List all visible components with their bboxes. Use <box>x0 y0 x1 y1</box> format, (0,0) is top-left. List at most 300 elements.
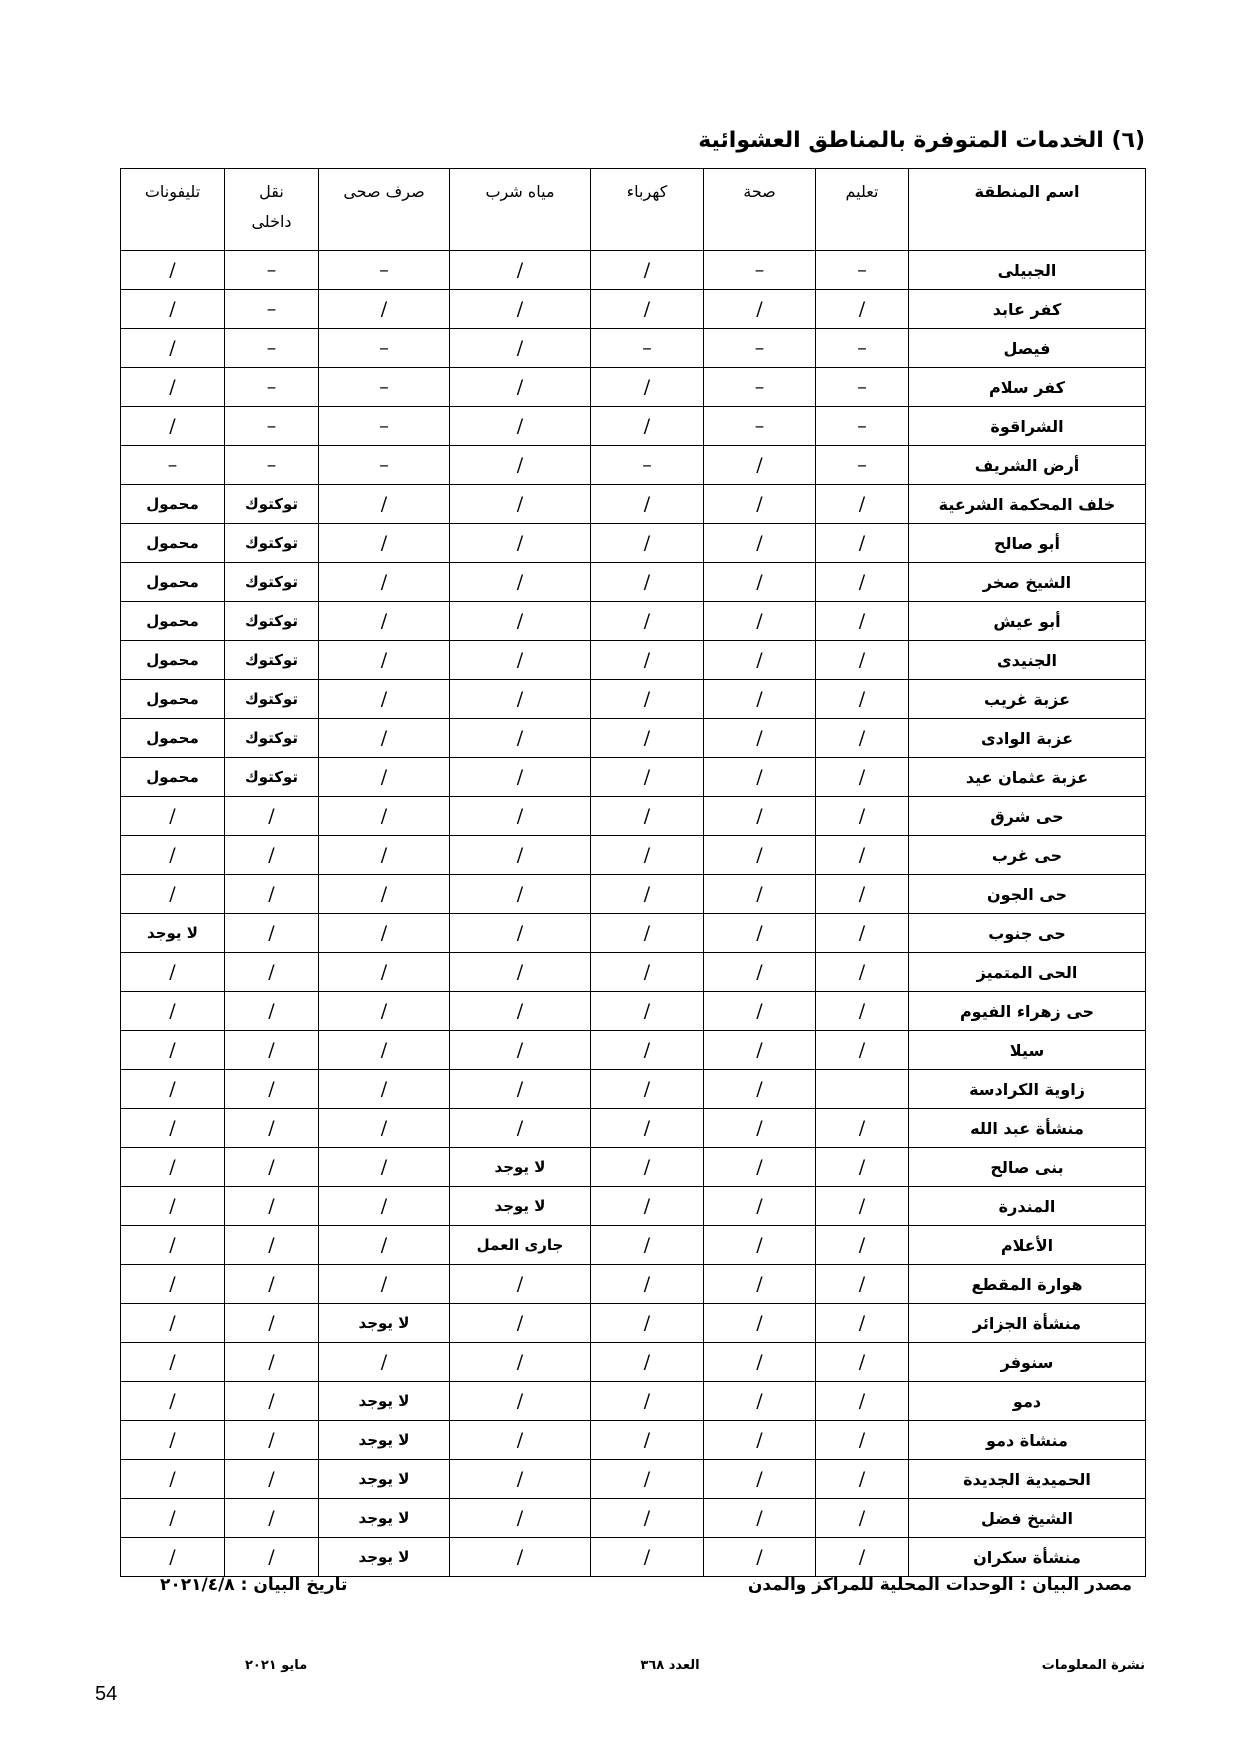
service-cell: / <box>591 719 704 758</box>
service-cell: / <box>450 641 591 680</box>
region-name-cell: دمو <box>909 1382 1146 1421</box>
service-cell: / <box>704 836 816 875</box>
service-cell: / <box>450 485 591 524</box>
service-cell: / <box>121 1031 225 1070</box>
service-cell: / <box>591 524 704 563</box>
service-cell: / <box>816 797 909 836</box>
service-cell: – <box>319 251 450 290</box>
region-name-cell: منشأة عبد الله <box>909 1109 1146 1148</box>
service-cell: / <box>121 1538 225 1577</box>
service-cell: / <box>591 641 704 680</box>
table-row <box>121 290 1146 329</box>
service-cell: / <box>121 407 225 446</box>
service-cell: / <box>704 1226 816 1265</box>
service-cell: / <box>816 758 909 797</box>
service-cell: / <box>591 563 704 602</box>
service-cell: / <box>591 1070 704 1109</box>
service-cell: / <box>591 1031 704 1070</box>
service-cell: / <box>225 953 319 992</box>
service-cell: / <box>225 1421 319 1460</box>
region-name-cell: بنى صالح <box>909 1148 1146 1187</box>
service-cell: / <box>319 719 450 758</box>
service-cell: / <box>816 1538 909 1577</box>
service-cell: / <box>225 1187 319 1226</box>
service-cell: / <box>121 875 225 914</box>
service-cell: / <box>591 407 704 446</box>
table-row <box>121 602 1146 641</box>
service-cell: / <box>450 1031 591 1070</box>
service-cell: / <box>319 1226 450 1265</box>
service-cell: / <box>225 914 319 953</box>
table-row <box>121 251 1146 290</box>
service-cell: / <box>704 485 816 524</box>
region-name-cell: عزبة الوادى <box>909 719 1146 758</box>
service-cell: / <box>450 1109 591 1148</box>
service-cell: / <box>816 953 909 992</box>
service-cell: / <box>319 1187 450 1226</box>
service-cell: / <box>319 875 450 914</box>
region-name-cell: الأعلام <box>909 1226 1146 1265</box>
region-name-cell: المندرة <box>909 1187 1146 1226</box>
service-cell: / <box>121 368 225 407</box>
service-cell: – <box>319 329 450 368</box>
service-cell: / <box>121 1226 225 1265</box>
service-cell: / <box>450 251 591 290</box>
service-cell: / <box>225 1226 319 1265</box>
service-cell: جارى العمل <box>450 1226 591 1265</box>
service-cell: / <box>225 1070 319 1109</box>
service-cell: / <box>450 368 591 407</box>
service-cell: / <box>319 680 450 719</box>
service-cell: / <box>225 1265 319 1304</box>
service-cell: / <box>704 1265 816 1304</box>
service-cell: محمول <box>121 485 225 524</box>
service-cell: / <box>591 875 704 914</box>
region-name-cell: حى غرب <box>909 836 1146 875</box>
region-name-cell: الشيخ فضل <box>909 1499 1146 1538</box>
region-name-cell: عزبة غريب <box>909 680 1146 719</box>
service-cell: / <box>121 329 225 368</box>
column-header: صرف صحى <box>319 169 450 251</box>
service-cell: / <box>591 1109 704 1148</box>
service-cell: / <box>225 1148 319 1187</box>
table-row <box>121 1460 1146 1499</box>
service-cell: / <box>591 1265 704 1304</box>
header-row <box>121 169 1146 251</box>
table-row <box>121 1031 1146 1070</box>
service-cell: / <box>704 290 816 329</box>
table-row <box>121 836 1146 875</box>
service-cell: / <box>121 992 225 1031</box>
service-cell: / <box>704 641 816 680</box>
service-cell: / <box>704 1187 816 1226</box>
region-name-cell: كفر عابد <box>909 290 1146 329</box>
service-cell: / <box>450 875 591 914</box>
service-cell: / <box>225 1343 319 1382</box>
service-cell: / <box>450 953 591 992</box>
service-cell: – <box>225 251 319 290</box>
service-cell: – <box>816 329 909 368</box>
service-cell: / <box>319 602 450 641</box>
service-cell: / <box>816 563 909 602</box>
service-cell: / <box>450 329 591 368</box>
service-cell: محمول <box>121 563 225 602</box>
service-cell: / <box>450 680 591 719</box>
service-cell: / <box>591 1343 704 1382</box>
service-cell: / <box>225 992 319 1031</box>
service-cell: / <box>704 1499 816 1538</box>
service-cell: – <box>225 290 319 329</box>
service-cell: / <box>225 875 319 914</box>
service-cell: / <box>816 1499 909 1538</box>
service-cell: محمول <box>121 758 225 797</box>
column-header: تعليم <box>816 169 909 251</box>
service-cell: – <box>591 446 704 485</box>
service-cell: / <box>591 797 704 836</box>
service-cell: / <box>704 953 816 992</box>
service-cell: / <box>319 1109 450 1148</box>
service-cell: / <box>591 290 704 329</box>
service-cell: / <box>816 1421 909 1460</box>
table-row <box>121 875 1146 914</box>
service-cell: / <box>450 836 591 875</box>
region-name-cell: الشيخ صخر <box>909 563 1146 602</box>
table-row <box>121 1187 1146 1226</box>
service-cell: / <box>591 836 704 875</box>
service-cell: / <box>225 1031 319 1070</box>
service-cell: / <box>225 1460 319 1499</box>
service-cell: / <box>591 602 704 641</box>
table-row <box>121 1382 1146 1421</box>
service-cell: توكتوك <box>225 680 319 719</box>
service-cell: / <box>591 1382 704 1421</box>
table-row <box>121 524 1146 563</box>
service-cell: / <box>450 1304 591 1343</box>
service-cell: / <box>591 1187 704 1226</box>
service-cell: / <box>704 1304 816 1343</box>
service-cell: / <box>225 1538 319 1577</box>
footer-month: مايو ٢٠٢١ <box>245 1658 308 1673</box>
service-cell: / <box>816 485 909 524</box>
service-cell: / <box>704 680 816 719</box>
service-cell: – <box>591 329 704 368</box>
service-cell: / <box>816 524 909 563</box>
service-cell: / <box>121 953 225 992</box>
service-cell: / <box>319 1031 450 1070</box>
service-cell: / <box>450 1460 591 1499</box>
service-cell: لا يوجد <box>319 1460 450 1499</box>
service-cell: / <box>121 1187 225 1226</box>
region-name-cell: سيلا <box>909 1031 1146 1070</box>
service-cell: / <box>704 446 816 485</box>
service-cell: – <box>319 407 450 446</box>
service-cell: / <box>591 953 704 992</box>
service-cell: / <box>704 1148 816 1187</box>
table-row <box>121 329 1146 368</box>
service-cell: / <box>319 563 450 602</box>
service-cell: / <box>704 719 816 758</box>
service-cell: / <box>319 953 450 992</box>
column-header: كهرباء <box>591 169 704 251</box>
table-row <box>121 1265 1146 1304</box>
region-name-cell: حى شرق <box>909 797 1146 836</box>
table-row <box>121 680 1146 719</box>
services-table <box>120 168 1146 1577</box>
region-name-cell: الشراقوة <box>909 407 1146 446</box>
service-cell: / <box>121 1460 225 1499</box>
service-cell: / <box>450 290 591 329</box>
service-cell: – <box>816 251 909 290</box>
service-cell: محمول <box>121 680 225 719</box>
service-cell: توكتوك <box>225 719 319 758</box>
service-cell: / <box>591 914 704 953</box>
service-cell: لا يوجد <box>450 1187 591 1226</box>
table-body <box>121 251 1146 1577</box>
service-cell <box>816 1070 909 1109</box>
service-cell: / <box>816 1187 909 1226</box>
region-name-cell: أبو صالح <box>909 524 1146 563</box>
service-cell: / <box>319 992 450 1031</box>
service-cell: / <box>591 758 704 797</box>
service-cell: توكتوك <box>225 485 319 524</box>
region-name-cell: منشأة سكران <box>909 1538 1146 1577</box>
service-cell: لا يوجد <box>319 1499 450 1538</box>
service-cell: / <box>225 1382 319 1421</box>
service-cell: / <box>704 992 816 1031</box>
region-name-cell: هوارة المقطع <box>909 1265 1146 1304</box>
page-title: (٦) الخدمات المتوفرة بالمناطق العشوائية <box>698 128 1145 153</box>
service-cell: – <box>319 446 450 485</box>
service-cell: توكتوك <box>225 641 319 680</box>
service-cell: – <box>816 368 909 407</box>
region-name-cell: أبو عيش <box>909 602 1146 641</box>
region-name-cell: خلف المحكمة الشرعية <box>909 485 1146 524</box>
table-row <box>121 1109 1146 1148</box>
region-name-cell: منشأة الجزائر <box>909 1304 1146 1343</box>
service-cell: / <box>704 563 816 602</box>
table-row <box>121 485 1146 524</box>
service-cell: / <box>591 992 704 1031</box>
service-cell: / <box>704 1109 816 1148</box>
service-cell: / <box>450 524 591 563</box>
region-name-cell: عزبة عثمان عيد <box>909 758 1146 797</box>
service-cell: – <box>225 407 319 446</box>
service-cell: توكتوك <box>225 758 319 797</box>
service-cell: / <box>121 1343 225 1382</box>
service-cell: / <box>816 641 909 680</box>
service-cell: / <box>816 875 909 914</box>
table-row <box>121 758 1146 797</box>
region-name-cell: زاوية الكرادسة <box>909 1070 1146 1109</box>
service-cell: / <box>816 1265 909 1304</box>
service-cell: / <box>704 1460 816 1499</box>
footer-publication: نشرة المعلومات <box>1041 1658 1145 1673</box>
service-cell: / <box>225 1109 319 1148</box>
service-cell: محمول <box>121 641 225 680</box>
service-cell: / <box>319 1343 450 1382</box>
service-cell: – <box>225 446 319 485</box>
table-row <box>121 1070 1146 1109</box>
table-row <box>121 368 1146 407</box>
table-row <box>121 641 1146 680</box>
service-cell: / <box>816 680 909 719</box>
service-cell: / <box>704 524 816 563</box>
service-cell: / <box>121 836 225 875</box>
service-cell: / <box>450 602 591 641</box>
service-cell: لا يوجد <box>319 1421 450 1460</box>
service-cell: / <box>225 797 319 836</box>
table-row <box>121 914 1146 953</box>
service-cell: / <box>450 758 591 797</box>
service-cell: / <box>816 1460 909 1499</box>
service-cell: / <box>319 290 450 329</box>
service-cell: توكتوك <box>225 563 319 602</box>
region-name-cell: حى زهراء الفيوم <box>909 992 1146 1031</box>
service-cell: / <box>121 1148 225 1187</box>
column-header: صحة <box>704 169 816 251</box>
service-cell: محمول <box>121 602 225 641</box>
service-cell: / <box>591 1304 704 1343</box>
service-cell: / <box>319 758 450 797</box>
service-cell: / <box>450 797 591 836</box>
service-cell: / <box>591 1460 704 1499</box>
table-row <box>121 1304 1146 1343</box>
table-row <box>121 1148 1146 1187</box>
service-cell: / <box>704 1421 816 1460</box>
service-cell: / <box>816 1382 909 1421</box>
service-cell: / <box>816 1031 909 1070</box>
service-cell: / <box>450 1499 591 1538</box>
service-cell: / <box>816 992 909 1031</box>
service-cell: لا يوجد <box>450 1148 591 1187</box>
service-cell: / <box>816 1148 909 1187</box>
service-cell: / <box>450 446 591 485</box>
region-name-cell: الجنيدى <box>909 641 1146 680</box>
service-cell: / <box>816 602 909 641</box>
page-number: 54 <box>95 1683 118 1705</box>
service-cell: / <box>450 992 591 1031</box>
region-name-cell: منشاة دمو <box>909 1421 1146 1460</box>
service-cell: / <box>816 1226 909 1265</box>
service-cell: – <box>704 251 816 290</box>
service-cell: – <box>704 407 816 446</box>
service-cell: / <box>704 602 816 641</box>
column-header: تليفونات <box>121 169 225 251</box>
service-cell: / <box>121 1109 225 1148</box>
service-cell: / <box>225 1304 319 1343</box>
service-cell: / <box>450 1382 591 1421</box>
service-cell: لا يوجد <box>121 914 225 953</box>
service-cell: / <box>121 1304 225 1343</box>
service-cell: – <box>319 368 450 407</box>
service-cell: / <box>319 524 450 563</box>
column-header: مياه شرب <box>450 169 591 251</box>
service-cell: / <box>121 1070 225 1109</box>
region-name-cell: كفر سلام <box>909 368 1146 407</box>
service-cell: محمول <box>121 719 225 758</box>
region-name-cell: حى الجون <box>909 875 1146 914</box>
service-cell: / <box>816 1343 909 1382</box>
service-cell: / <box>591 1148 704 1187</box>
service-cell: / <box>319 797 450 836</box>
service-cell: / <box>450 1070 591 1109</box>
column-header: اسم المنطقة <box>909 169 1146 251</box>
table-row <box>121 1499 1146 1538</box>
service-cell: / <box>591 1499 704 1538</box>
table-row <box>121 1343 1146 1382</box>
service-cell: – <box>121 446 225 485</box>
service-cell: / <box>591 368 704 407</box>
service-cell: / <box>704 1538 816 1577</box>
service-cell: – <box>225 329 319 368</box>
service-cell: – <box>704 368 816 407</box>
service-cell: / <box>225 1499 319 1538</box>
service-cell: / <box>450 407 591 446</box>
table-row <box>121 407 1146 446</box>
service-cell: / <box>704 1070 816 1109</box>
table-row <box>121 563 1146 602</box>
footer-issue: العدد ٣٦٨ <box>640 1658 700 1673</box>
service-cell: / <box>121 1421 225 1460</box>
service-cell: / <box>319 1265 450 1304</box>
data-source: مصدر البيان : الوحدات المحلية للمراكز والمدن <box>747 1575 1132 1595</box>
service-cell: / <box>319 1148 450 1187</box>
service-cell: / <box>121 1265 225 1304</box>
service-cell: / <box>121 251 225 290</box>
service-cell: / <box>121 1499 225 1538</box>
service-cell: / <box>704 875 816 914</box>
service-cell: – <box>816 407 909 446</box>
table-row <box>121 953 1146 992</box>
region-name-cell: فيصل <box>909 329 1146 368</box>
service-cell: / <box>319 1070 450 1109</box>
service-cell: / <box>704 914 816 953</box>
service-cell: / <box>121 797 225 836</box>
service-cell: توكتوك <box>225 524 319 563</box>
service-cell: / <box>704 1343 816 1382</box>
service-cell: / <box>121 1382 225 1421</box>
service-cell: / <box>450 914 591 953</box>
service-cell: لا يوجد <box>319 1538 450 1577</box>
service-cell: / <box>816 836 909 875</box>
service-cell: / <box>816 719 909 758</box>
service-cell: / <box>704 797 816 836</box>
region-name-cell: أرض الشريف <box>909 446 1146 485</box>
region-name-cell: الحى المتميز <box>909 953 1146 992</box>
service-cell: / <box>816 1304 909 1343</box>
service-cell: / <box>450 1265 591 1304</box>
table-row <box>121 1421 1146 1460</box>
service-cell: محمول <box>121 524 225 563</box>
service-cell: / <box>450 1421 591 1460</box>
service-cell: / <box>319 485 450 524</box>
service-cell: / <box>319 836 450 875</box>
table-row <box>121 1226 1146 1265</box>
service-cell: / <box>816 290 909 329</box>
service-cell: / <box>591 251 704 290</box>
region-name-cell: الجبيلى <box>909 251 1146 290</box>
service-cell: / <box>591 485 704 524</box>
table-row <box>121 446 1146 485</box>
service-cell: – <box>704 329 816 368</box>
service-cell: / <box>591 1538 704 1577</box>
service-cell: – <box>816 446 909 485</box>
table-row <box>121 1538 1146 1577</box>
service-cell: / <box>121 290 225 329</box>
data-date: تاريخ البيان : ٢٠٢١/٤/٨ <box>160 1575 348 1595</box>
service-cell: / <box>704 758 816 797</box>
region-name-cell: الحميدية الجديدة <box>909 1460 1146 1499</box>
